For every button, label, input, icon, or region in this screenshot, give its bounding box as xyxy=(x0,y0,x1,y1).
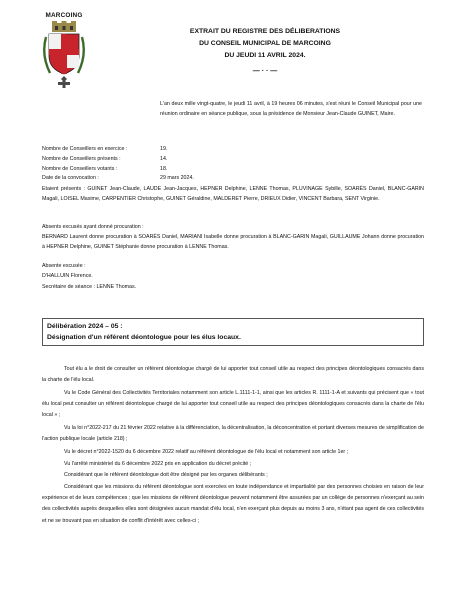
excused-section xyxy=(42,262,424,282)
crest-town-label: MARCOING xyxy=(45,12,83,19)
present-members: Etaient présents : GUINET Jean-Claude, LAUDE Jean-Jacques, HEPNER Delphine, LENNE Thomas, PLUVINAGE Sybille, SOARÈS Daniel, BLANC-GARIN Magali, LOISEL Maxime, CARPENTIER Christophe, GUINET Géraldine, MALDERET Pierre, DRIEUX Didier, VINCENT Barbara, SENT Virginie. xyxy=(42,186,424,202)
council-counts xyxy=(42,145,424,184)
header-separator: — · · — xyxy=(252,68,278,75)
header-date: DU JEUDI 11 AVRIL 2024. xyxy=(224,52,306,59)
deliberation-body xyxy=(42,364,424,527)
document-header xyxy=(150,26,380,78)
session-secretary: Secrétaire de séance : LENNE Thomas. xyxy=(42,284,137,290)
count-label: Nombre de Conseillers votants : xyxy=(42,165,118,172)
count-row xyxy=(42,155,424,165)
count-row xyxy=(42,145,424,155)
proxy-list: BERNARD Laurent donne procuration à SOARÈS Daniel, MARIANI Isabelle donne procuration à BLANC-GARIN Magali, GUILLAUME Johann donne procuration à HEPNER Delphine, GUINET Stéphanie donne procuration à LENNE Thomas. xyxy=(42,233,424,250)
deliberation-number: Délibération 2024 – 05 : xyxy=(47,323,123,330)
count-value: 14. xyxy=(160,155,168,162)
count-value: 18. xyxy=(160,165,168,172)
count-row xyxy=(42,174,424,184)
body-paragraph: Tout élu a le droit de consulter un référent déontologue chargé de lui apporter tout conseil utile au respect des principes déontologiques consacrés dans la charte de l'élu local. xyxy=(42,366,424,384)
meeting-preamble: L'an deux mille vingt-quatre, le jeudi 11 avril, à 19 heures 06 minutes, s'est réuni le Conseil Municipal pour une réunion ordinaire en séance publique, sous la présidence de Monsieur Jean-Claude GUINET, Maire. xyxy=(160,101,422,117)
proxy-heading: Absents excusés ayant donné procuration : xyxy=(42,224,144,230)
count-label: Nombre de Conseillers présents : xyxy=(42,155,121,162)
deliberation-title: Désignation d'un référent déontologue pour les élus locaux. xyxy=(47,334,241,341)
excused-heading: Absente excusée : xyxy=(42,263,86,269)
body-paragraph: Vu le Code Général des Collectivités Territoriales notamment son article L.1111-1-1, ainsi que les articles R. 1111-1-A et suivants qui précisent que « tout élu local peut consulter un référent déontologue chargé de lui apporter tout conseil utile au respect des principes déontologiques consacrés dans la charte de l'élu local » ; xyxy=(42,389,424,419)
excused-name: D'HALLUIN Florence. xyxy=(42,272,93,279)
proxy-section xyxy=(42,223,424,252)
count-value: 29 mars 2024. xyxy=(160,175,194,182)
header-title: EXTRAIT DU REGISTRE DES DÉLIBERATIONS xyxy=(189,28,341,35)
count-row xyxy=(42,165,424,175)
town-crest xyxy=(38,12,90,89)
body-paragraph: Vu l'arrêté ministériel du 6 décembre 2022 pris en application du décret précité ; xyxy=(64,461,252,468)
header-council: DU CONSEIL MUNICIPAL DE MARCOING xyxy=(199,40,331,47)
count-label: Date de la convocation : xyxy=(42,175,99,182)
body-paragraph: Vu le décret n°2022-1520 du 6 décembre 2022 relatif au référent déontologue de l'élu local et notamment son article 1er ; xyxy=(64,448,349,455)
coat-of-arms-icon xyxy=(42,21,86,89)
body-paragraph: Considérant que le référent déontologue doit être désigné par les organes délibérants ; xyxy=(64,472,268,479)
deliberation-title-box xyxy=(42,318,424,346)
body-paragraph: Vu la loi n°2022-217 du 21 février 2022 relative à la différenciation, la décentralisation, la déconcentration et portant diverses mesures de simplification de l'action publique locale (article 218) ; xyxy=(42,424,424,443)
count-value: 19. xyxy=(160,146,168,152)
body-paragraph: Considérant que les missions du référent déontologue sont exercées en toute indépendance et impartialité par des personnes choisies en raison de leur expérience et de leurs compétences ; que les missions de référent déontologue peuvent notamment être assurées par un collège de personnes n'exerçant au sein des collectivités auprès desquelles elles sont désignées aucun mandat d'élu local, n'en exerçant plus depuis au moins 3 ans, n'étant pas agent de ces collectivités et ne se trouvant pas en situation de conflit d'intérêt avec celles-ci ; xyxy=(42,483,424,524)
count-label: Nombre de Conseillers en exercice : xyxy=(42,146,128,152)
